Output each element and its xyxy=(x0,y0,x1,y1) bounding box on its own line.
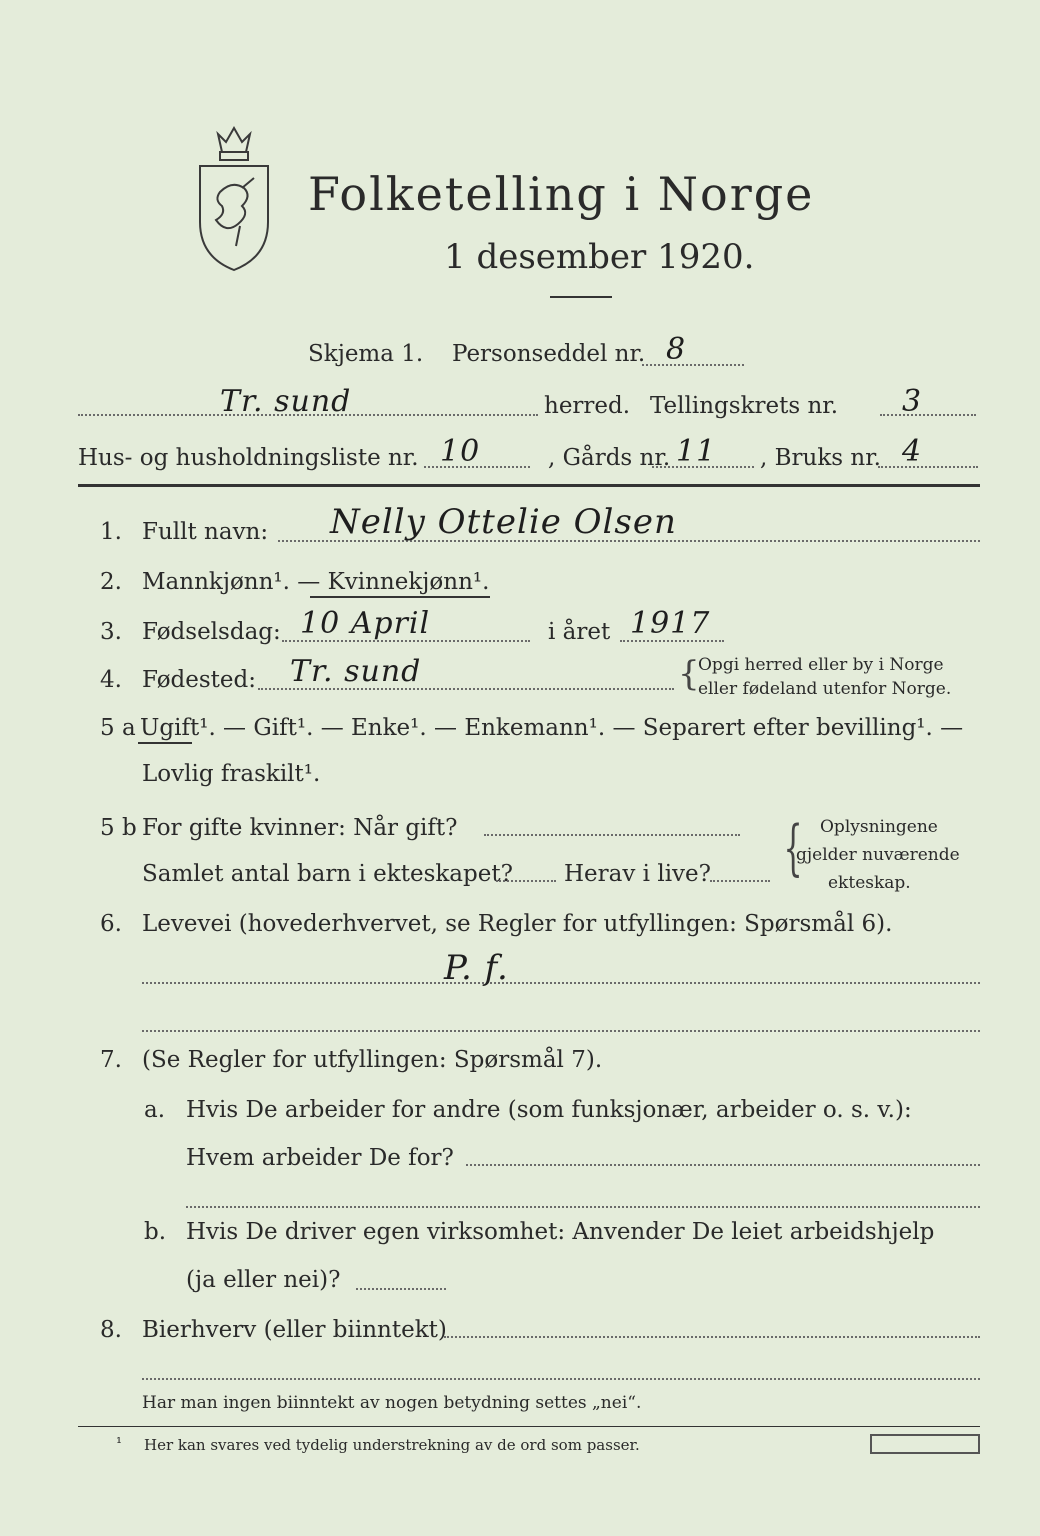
q7a-question: Hvem arbeider De for? xyxy=(186,1145,454,1171)
q7a-label: Hvis De arbeider for andre (som funksjonær, arbeider o. s. v.): xyxy=(186,1097,912,1123)
bruks-value: 4 xyxy=(902,434,923,469)
q7b-question: (ja eller nei)? xyxy=(186,1267,341,1293)
q3-label: Fødselsdag: xyxy=(142,619,281,645)
q7-label: (Se Regler for utfyllingen: Spørsmål 7). xyxy=(142,1047,603,1073)
gards-value: 11 xyxy=(676,434,717,469)
q4-note-1: Opgi herred eller by i Norge xyxy=(698,655,944,675)
title-divider xyxy=(550,296,612,298)
form-date: 1 desember 1920. xyxy=(444,237,755,277)
q1-label: Fullt navn: xyxy=(142,519,269,545)
herred-label: herred. xyxy=(544,393,631,419)
q8-label: Bierhverv (eller biinntekt) xyxy=(142,1317,447,1343)
q1-value: Nelly Ottelie Olsen xyxy=(330,502,677,542)
q2-underline xyxy=(310,596,490,598)
footnote-mark: ¹ xyxy=(116,1434,123,1452)
personseddel-value: 8 xyxy=(666,332,687,367)
q3-year-value: 1917 xyxy=(630,606,711,641)
q5b-note-3: ekteskap. xyxy=(828,873,911,893)
tellingskrets-value: 3 xyxy=(902,384,923,419)
q5b-label: For gifte kvinner: Når gift? xyxy=(142,815,458,841)
q2-number: 2. xyxy=(100,569,122,595)
q4-number: 4. xyxy=(100,667,122,693)
husholdningsliste-label: Hus- og husholdningsliste nr. xyxy=(78,445,419,471)
gards-label: , Gårds nr. xyxy=(548,445,671,471)
q4-note-2: eller fødeland utenfor Norge. xyxy=(698,679,952,699)
q5b-note-2: gjelder nuværende xyxy=(796,845,960,865)
q2-label: Mannkjønn¹. — Kvinnekjønn¹. xyxy=(142,569,490,595)
q5b-alive-label: Herav i live? xyxy=(564,861,711,887)
husholdningsliste-value: 10 xyxy=(440,434,481,469)
q3-value: 10 April xyxy=(300,606,431,641)
schema-label: Skjema 1. xyxy=(308,341,424,367)
q4-label: Fødested: xyxy=(142,667,257,693)
coat-of-arms-icon xyxy=(192,122,276,272)
q1-number: 1. xyxy=(100,519,122,545)
q5a-number: 5 a xyxy=(100,715,136,741)
q3-year-label: i året xyxy=(548,619,611,645)
header-divider xyxy=(78,484,980,487)
q5b-number: 5 b xyxy=(100,815,137,841)
footer-divider xyxy=(78,1426,980,1427)
income-note: Har man ingen biinntekt av nogen betydning settes „nei“. xyxy=(142,1393,642,1413)
q7b-label: Hvis De driver egen virksomhet: Anvender De leiet arbeidshjelp xyxy=(186,1219,935,1245)
q8-number: 8. xyxy=(100,1317,122,1343)
q7b-letter: b. xyxy=(144,1219,167,1245)
q3-number: 3. xyxy=(100,619,122,645)
q7-number: 7. xyxy=(100,1047,122,1073)
q5a-underline xyxy=(138,742,192,744)
q6-number: 6. xyxy=(100,911,122,937)
q7a-letter: a. xyxy=(144,1097,166,1123)
bruks-label: , Bruks nr. xyxy=(760,445,881,471)
q4-value: Tr. sund xyxy=(290,654,422,689)
census-form: Folketelling i Norge 1 desember 1920. Skjema 1. Personseddel nr. 8 Tr. sund herred. Tellingskrets nr. 3 Hus- og husholdningsliste nr. 10 , Gårds nr. 11 , Bruks nr. 4 1. Fullt navn: Nelly Ottelie Olsen 2. Mannkjønn¹. — Kvinnekjønn¹. 3. Fødselsdag: 10 April i året 1917 4. Fødested: Tr. sund { Opgi herred eller by i Norge eller fødeland utenfor Norge. 5 a Ugift¹. — Gift¹. — Enke¹. — Enkemann¹. — Separert efter bevilling¹. — Lovlig fraskilt¹. 5 b For gifte kvinner: Når gift? Samlet antal barn i ekteskapet? Herav i live? { Oplysningene gjelder nuværende ekteskap. 6. Levevei (hovederhvervet, se Regler for utfyllingen: Spørsmål 6). P. f. 7. (Se Regler for utfyllingen: Spørsmål 7). a. Hvis De arbeider for andre (som funksjonær, arbeider o. s. v.): Hvem arbeider De for? b. Hvis De driver egen virksomhet: Anvender De leiet arbeidshjelp (ja eller nei)? 8. Bierhverv (eller biinntekt) Har man ingen biinntekt av nogen betydning settes „nei“. ¹ Her kan svares ved tydelig understrekning av de ord som passer. xyxy=(0,0,1040,1536)
q6-label: Levevei (hovederhvervet, se Regler for utfyllingen: Spørsmål 6). xyxy=(142,911,893,937)
tellingskrets-label: Tellingskrets nr. xyxy=(650,393,839,419)
form-title: Folketelling i Norge xyxy=(308,167,815,221)
q5a-options: Ugift¹. — Gift¹. — Enke¹. — Enkemann¹. — Separert efter bevilling¹. — xyxy=(140,715,964,741)
q5a-options-2: Lovlig fraskilt¹. xyxy=(142,761,321,787)
personseddel-label: Personseddel nr. xyxy=(452,341,646,367)
printer-stamp xyxy=(870,1434,980,1454)
herred-value: Tr. sund xyxy=(220,384,352,419)
q5b-note-1: Oplysningene xyxy=(820,817,938,837)
q6-value: P. f. xyxy=(444,948,509,988)
footnote-text: Her kan svares ved tydelig understrekning av de ord som passer. xyxy=(144,1436,640,1454)
q5b-children-label: Samlet antal barn i ekteskapet? xyxy=(142,861,513,887)
